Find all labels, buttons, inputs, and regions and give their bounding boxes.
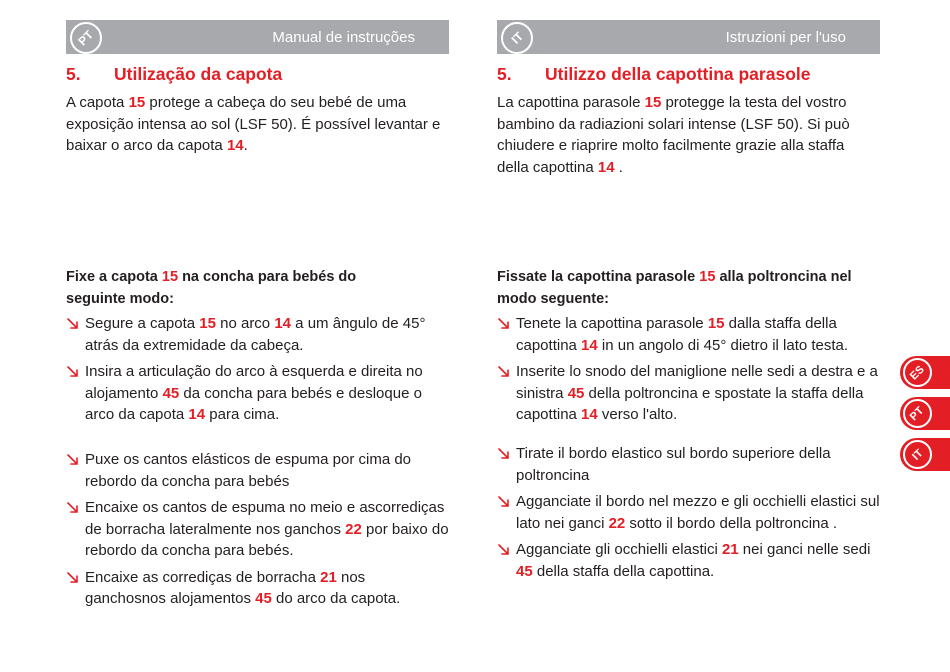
text-run: Agganciate il bordo nel mezzo e gli occhielli elastici sul lato nei ganci bbox=[516, 493, 880, 532]
steps-list-b bbox=[66, 449, 449, 615]
text-run: protegge la testa del vostro bambino da radiazioni solari intense (LSF 50). Si può chiudere e riaprire molto facilmente grazie alla staffa della capottina bbox=[497, 94, 850, 176]
reference-number: 45 bbox=[516, 562, 533, 580]
reference-number: 22 bbox=[608, 514, 626, 532]
instruction-step bbox=[497, 491, 880, 534]
text-run: in un angolo di 45° dietro il lato testa. bbox=[597, 336, 849, 354]
text-run: della staffa della capottina. bbox=[532, 562, 715, 580]
step-arrow-icon bbox=[66, 570, 80, 584]
step-arrow-icon bbox=[66, 500, 80, 514]
step-arrow-icon bbox=[66, 452, 80, 466]
step-arrow-icon bbox=[497, 364, 511, 378]
section-title-text: Utilizzo della capottina parasole bbox=[545, 64, 811, 84]
text-run: Insira a articulação do arco à esquerda e direita no alojamento bbox=[85, 363, 423, 402]
language-es-icon: ES bbox=[903, 358, 932, 387]
language-tab-pt[interactable] bbox=[900, 397, 950, 430]
language-it-icon: IT bbox=[903, 440, 932, 469]
language-tab-es[interactable] bbox=[900, 356, 950, 389]
text-run: por baixo do rebordo da concha para bebés. bbox=[85, 520, 449, 559]
step-arrow-icon bbox=[497, 542, 511, 556]
section-number: 5. bbox=[497, 64, 512, 84]
language-pt-icon: PT bbox=[903, 399, 932, 428]
step-arrow-icon bbox=[497, 446, 511, 460]
header-bar bbox=[497, 20, 880, 54]
section-number: 5. bbox=[66, 64, 81, 84]
reference-number: 45 bbox=[255, 590, 272, 607]
instruction-intro bbox=[497, 266, 880, 310]
step-text bbox=[516, 541, 870, 580]
text-run: Segure a capota bbox=[85, 315, 200, 332]
language-tab-it[interactable] bbox=[900, 438, 950, 471]
reference-number: 14 bbox=[581, 336, 598, 354]
text-run: Encaixe os cantos de espuma no meio e ascorrediças de borracha lateralmente nos ganchos bbox=[85, 499, 445, 538]
reference-number: 14 bbox=[581, 406, 598, 423]
steps-list-a bbox=[66, 313, 449, 431]
text-run: Puxe os cantos elásticos de espuma por cima do rebordo da concha para bebés bbox=[85, 451, 412, 490]
instruction-step bbox=[66, 497, 449, 562]
reference-number: 15 bbox=[199, 315, 216, 332]
text-run: nos ganchosnos alojamentos bbox=[85, 568, 366, 607]
text-run: dalla staffa della capottina bbox=[516, 315, 837, 354]
step-text bbox=[85, 499, 449, 559]
text-run: Encaixe as corrediças de borracha bbox=[85, 568, 321, 586]
reference-number: 45 bbox=[162, 384, 180, 402]
text-run: . bbox=[243, 137, 248, 154]
text-run: a um ângulo de 45° atrás da extremidade da cabeça. bbox=[85, 315, 426, 354]
text-run: A capota bbox=[66, 94, 129, 111]
text-run: para cima. bbox=[205, 406, 280, 423]
text-run: do arco da capota. bbox=[271, 590, 401, 607]
instruction-step bbox=[66, 567, 449, 610]
text-run: da concha para bebés e desloque o arco da capota bbox=[85, 384, 422, 423]
instruction-step bbox=[497, 361, 880, 426]
language-badge-icon: PT bbox=[70, 22, 102, 54]
reference-number: 21 bbox=[320, 568, 337, 586]
step-arrow-icon bbox=[66, 364, 80, 378]
text-run: alla poltroncina nel modo seguente: bbox=[497, 269, 852, 307]
reference-number: 21 bbox=[721, 541, 739, 558]
text-run: na concha para bebés do seguinte modo: bbox=[66, 269, 357, 307]
column-it bbox=[497, 20, 880, 580]
step-text bbox=[85, 315, 425, 354]
reference-number: 14 bbox=[597, 158, 615, 176]
step-text bbox=[516, 315, 848, 354]
step-text bbox=[516, 445, 831, 484]
section-title bbox=[497, 64, 880, 85]
header-bar bbox=[66, 20, 449, 54]
paragraph bbox=[66, 92, 449, 157]
text-run: verso l'alto. bbox=[597, 406, 678, 423]
text-run: nei ganci nelle sedi bbox=[738, 541, 871, 558]
step-text bbox=[85, 363, 423, 423]
step-arrow-icon bbox=[497, 316, 511, 330]
reference-number: 15 bbox=[128, 94, 146, 111]
instruction-step bbox=[497, 313, 880, 356]
paragraph bbox=[497, 92, 880, 178]
step-arrow-icon bbox=[66, 316, 80, 330]
reference-number: 14 bbox=[188, 406, 206, 423]
instruction-step bbox=[497, 539, 880, 582]
reference-number: 15 bbox=[707, 315, 725, 332]
reference-number: 14 bbox=[274, 315, 292, 332]
section-title-text: Utilização da capota bbox=[114, 64, 283, 84]
step-text bbox=[85, 451, 411, 490]
instruction-step bbox=[497, 443, 880, 486]
column-pt bbox=[66, 20, 449, 607]
instruction-intro bbox=[66, 266, 396, 310]
instruction-step bbox=[66, 449, 449, 492]
steps-list-a bbox=[497, 313, 880, 431]
step-text bbox=[516, 363, 878, 423]
text-run: Tirate il bordo elastico sul bordo superiore della poltroncina bbox=[516, 445, 831, 484]
text-run: Agganciate gli occhielli elastici bbox=[516, 541, 722, 558]
text-run: sotto il bordo della poltroncina . bbox=[625, 514, 838, 532]
text-run: no arco bbox=[215, 315, 275, 332]
instruction-step bbox=[66, 313, 449, 356]
text-run: La capottina parasole bbox=[497, 94, 645, 111]
language-badge-icon: IT bbox=[501, 22, 533, 54]
text-run: Tenete la capottina parasole bbox=[516, 315, 708, 332]
text-run: Fissate la capottina parasole bbox=[497, 269, 700, 285]
text-run: della poltroncina e spostate la staffa della capottina bbox=[516, 384, 864, 423]
reference-number: 14 bbox=[226, 137, 244, 154]
text-run: Inserite lo snodo del maniglione nelle sedi a destra e a sinistra bbox=[516, 363, 878, 402]
section-title bbox=[66, 64, 449, 85]
header-title: Istruzioni per l'uso bbox=[725, 29, 846, 46]
instruction-step bbox=[66, 361, 449, 426]
steps-list-b bbox=[497, 443, 880, 587]
step-arrow-icon bbox=[497, 494, 511, 508]
text-run: Fixe a capota bbox=[66, 269, 162, 285]
reference-number: 45 bbox=[567, 384, 585, 402]
text-run: . bbox=[614, 158, 623, 176]
reference-number: 15 bbox=[699, 269, 716, 285]
text-run: protege a cabeça do seu bebé de uma exposição intensa ao sol (LSF 50). É possível levantar e baixar o arco da capota bbox=[66, 94, 441, 154]
reference-number: 22 bbox=[345, 520, 362, 538]
step-text bbox=[85, 569, 400, 608]
header-title: Manual de instruções bbox=[272, 29, 415, 46]
reference-number: 15 bbox=[161, 269, 179, 285]
reference-number: 15 bbox=[644, 94, 662, 111]
step-text bbox=[516, 493, 880, 532]
